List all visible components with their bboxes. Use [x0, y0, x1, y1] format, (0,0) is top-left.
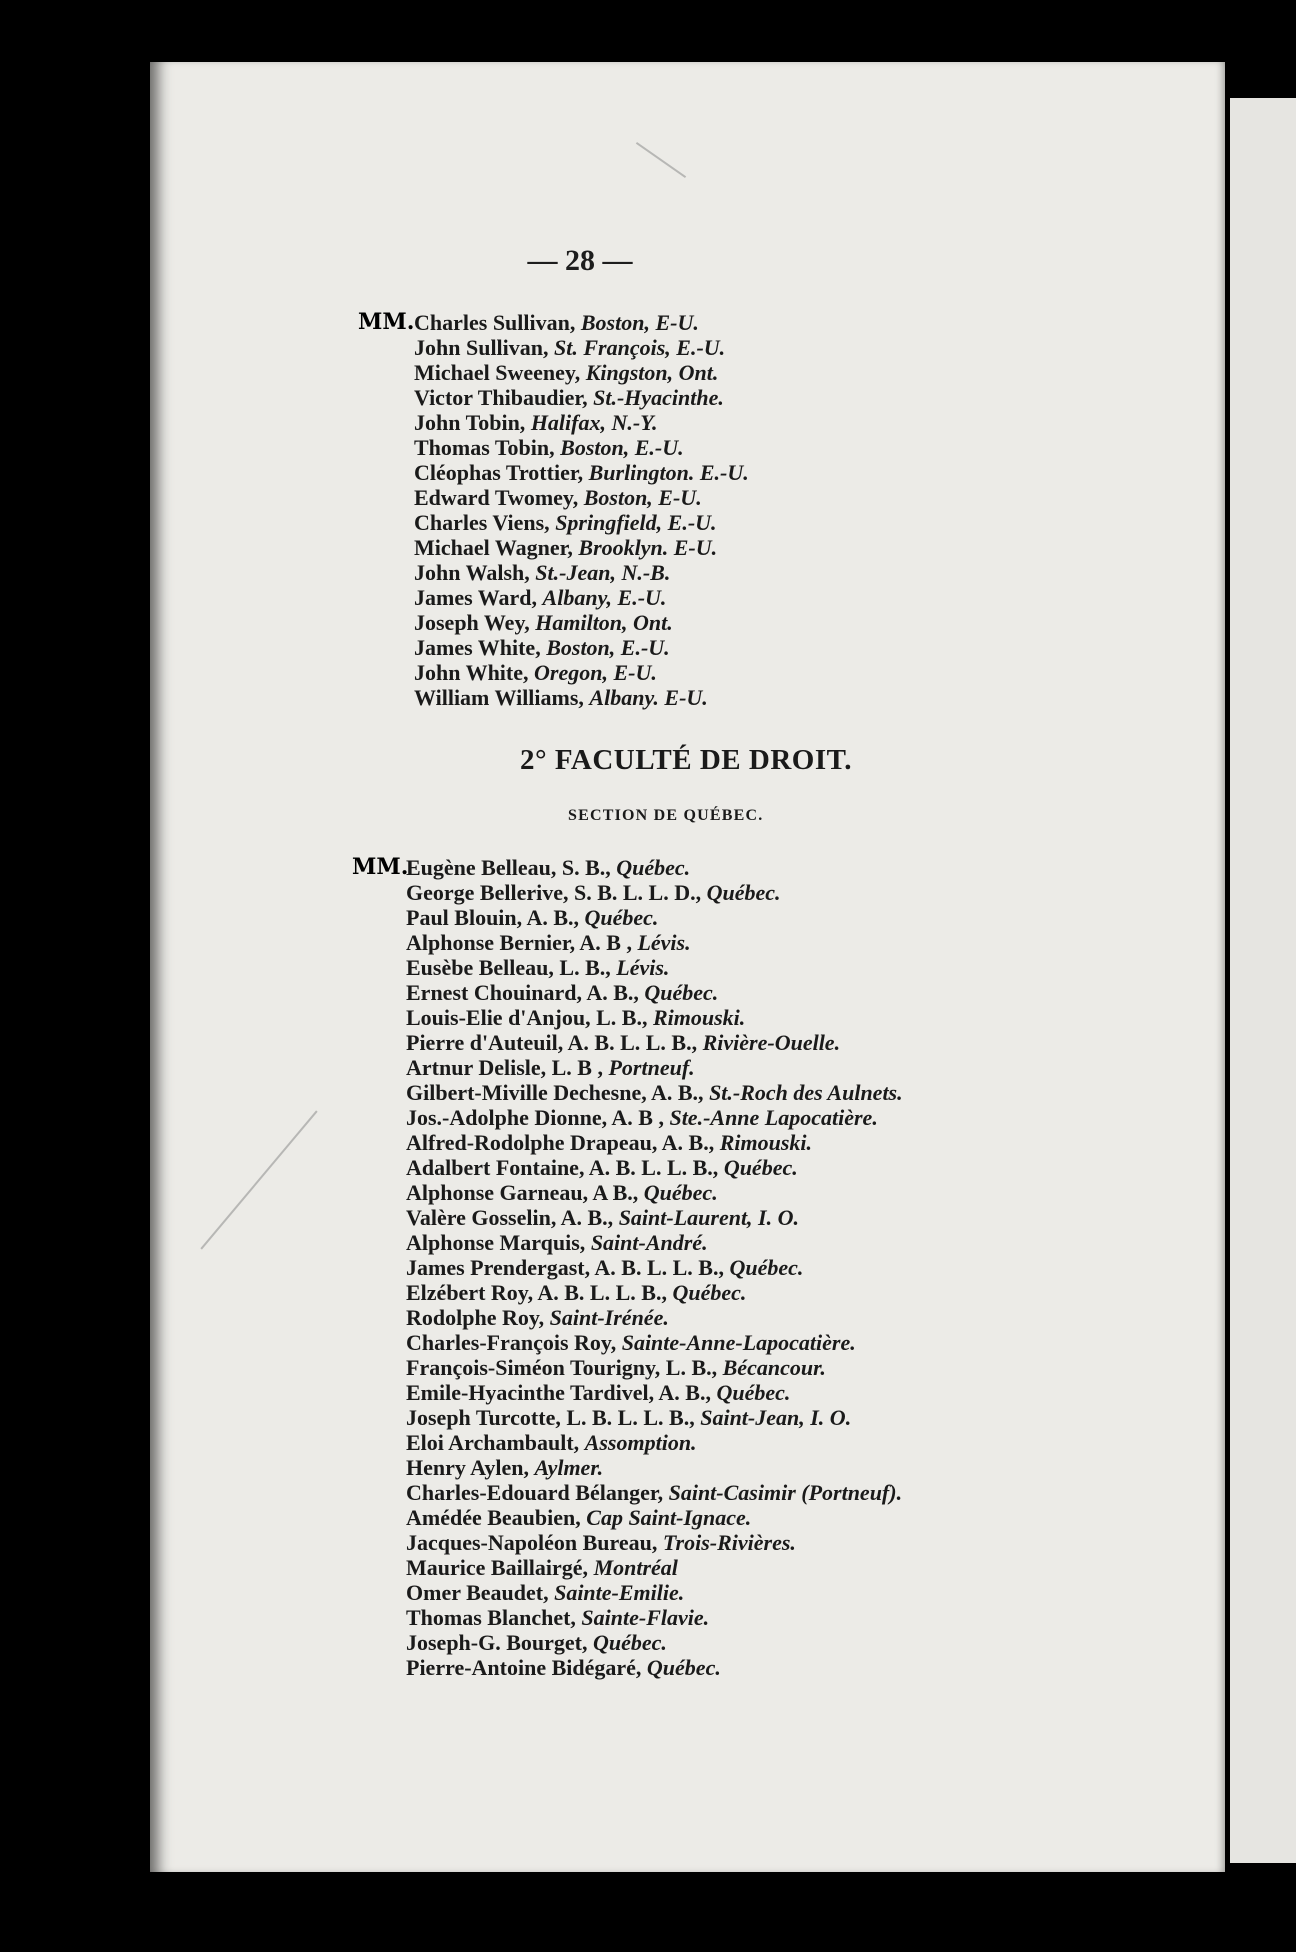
- list2-prefix: MM.: [352, 854, 409, 880]
- list-entry: [414, 310, 749, 335]
- list-entry: [414, 485, 749, 510]
- entry-place: Sainte-Emilie.: [554, 1580, 685, 1605]
- entry-place: Sainte-Anne-Lapocatière.: [621, 1330, 856, 1355]
- entry-place: Québec.: [616, 855, 691, 880]
- entry-place: St. François, E.-U.: [554, 335, 726, 360]
- list-entry: [406, 1230, 903, 1255]
- entry-name: Cléophas Trottier,: [414, 460, 584, 485]
- list-entry: [406, 1205, 903, 1230]
- list-entry: [414, 535, 749, 560]
- entry-place: Saint-Jean, I. O.: [700, 1405, 852, 1430]
- entry-place: Saint-Casimir (Portneuf).: [668, 1480, 903, 1505]
- entry-name: Rodolphe Roy,: [406, 1305, 545, 1330]
- list-entry: [414, 510, 749, 535]
- list-entry: [406, 905, 903, 930]
- list1: [414, 310, 749, 710]
- entry-name: Joseph-G. Bourget,: [406, 1630, 588, 1655]
- list-entry: [406, 1005, 903, 1030]
- entry-name: Michael Sweeney,: [414, 360, 581, 385]
- entry-place: Québec.: [706, 880, 781, 905]
- list-entry: [406, 955, 903, 980]
- entry-name: John Tobin,: [414, 410, 526, 435]
- section-heading: 2° FACULTÉ DE DROIT.: [520, 744, 853, 776]
- entry-place: Québec.: [646, 1655, 721, 1680]
- list-entry: [406, 1430, 903, 1455]
- entry-place: Saint-Irénée.: [549, 1305, 669, 1330]
- entry-place: Trois-Rivières.: [662, 1530, 796, 1555]
- entry-name: Edward Twomey,: [414, 485, 579, 510]
- entry-place: Lévis.: [637, 930, 691, 955]
- entry-name: James Prendergast, A. B. L. L. B.,: [406, 1255, 724, 1280]
- entry-name: Alphonse Bernier, A. B ,: [406, 930, 632, 955]
- entry-name: John Walsh,: [414, 560, 530, 585]
- entry-place: Rimouski.: [719, 1130, 813, 1155]
- entry-name: John White,: [414, 660, 529, 685]
- entry-place: Hamilton, Ont.: [535, 610, 673, 635]
- entry-place: Sainte-Flavie.: [581, 1605, 710, 1630]
- entry-place: St.-Jean, N.-B.: [535, 560, 671, 585]
- entry-place: Boston, E.-U.: [546, 635, 670, 660]
- list-entry: [414, 410, 749, 435]
- entry-place: Saint-Laurent, I. O.: [618, 1205, 800, 1230]
- list-entry: [414, 660, 749, 685]
- list-entry: [414, 335, 749, 360]
- list-entry: [406, 1480, 903, 1505]
- entry-name: François-Siméon Tourigny, L. B.,: [406, 1355, 718, 1380]
- entry-name: Emile-Hyacinthe Tardivel, A. B.,: [406, 1380, 711, 1405]
- list-entry: [406, 1030, 903, 1055]
- entry-name: Charles-Edouard Bélanger,: [406, 1480, 664, 1505]
- entry-place: Québec.: [723, 1155, 798, 1180]
- entry-place: Albany. E-U.: [589, 685, 708, 710]
- page-number: — 28 —: [527, 244, 633, 277]
- entry-name: William Williams,: [414, 685, 584, 710]
- list-entry: [414, 610, 749, 635]
- entry-place: Boston, E-U.: [580, 310, 699, 335]
- list2: [406, 855, 903, 1680]
- entry-name: Charles Sullivan,: [414, 310, 576, 335]
- list-entry: [414, 435, 749, 460]
- list-entry: [414, 685, 749, 710]
- entry-name: Eusèbe Belleau, L. B.,: [406, 955, 611, 980]
- entry-place: Halifax, N.-Y.: [530, 410, 658, 435]
- list-entry: [406, 855, 903, 880]
- entry-place: Kingston, Ont.: [585, 360, 719, 385]
- entry-place: Rimouski.: [652, 1005, 746, 1030]
- list-entry: [406, 1630, 903, 1655]
- list-entry: [406, 1380, 903, 1405]
- entry-name: Elzébert Roy, A. B. L. L. B.,: [406, 1280, 667, 1305]
- entry-name: Charles Viens,: [414, 510, 550, 535]
- entry-place: Saint-André.: [590, 1230, 708, 1255]
- list-entry: [406, 1505, 903, 1530]
- list-entry: [406, 1655, 903, 1680]
- entry-name: Alphonse Garneau, A B.,: [406, 1180, 639, 1205]
- list-entry: [406, 930, 903, 955]
- entry-place: Québec.: [593, 1630, 667, 1655]
- entry-place: Québec.: [729, 1255, 804, 1280]
- entry-name: Amédée Beaubien,: [406, 1505, 581, 1530]
- list-entry: [414, 560, 749, 585]
- entry-name: Gilbert-Miville Dechesne, A. B.,: [406, 1080, 704, 1105]
- entry-name: Joseph Turcotte, L. B. L. L. B.,: [406, 1405, 695, 1430]
- adjacent-page-edge: [1230, 98, 1296, 1863]
- list-entry: [414, 360, 749, 385]
- entry-place: Cap Saint-Ignace.: [586, 1505, 752, 1530]
- entry-place: Ste.-Anne Lapocatière.: [669, 1105, 878, 1130]
- entry-name: Omer Beaudet,: [406, 1580, 549, 1605]
- list-entry: [406, 1355, 903, 1380]
- entry-name: Alfred-Rodolphe Drapeau, A. B.,: [406, 1130, 715, 1155]
- list-entry: [406, 1255, 903, 1280]
- list-entry: [406, 1455, 903, 1480]
- entry-name: Alphonse Marquis,: [406, 1230, 586, 1255]
- list1-prefix: MM.: [358, 309, 415, 335]
- entry-place: Lévis.: [616, 955, 670, 980]
- entry-name: Valère Gosselin, A. B.,: [406, 1205, 614, 1230]
- entry-name: Henry Aylen,: [406, 1455, 530, 1480]
- list-entry: [406, 1280, 903, 1305]
- list-entry: [406, 1155, 903, 1180]
- entry-place: Bécancour.: [722, 1355, 826, 1380]
- entry-name: Joseph Wey,: [414, 610, 530, 635]
- entry-place: Rivière-Ouelle.: [702, 1030, 841, 1055]
- entry-name: Thomas Blanchet,: [406, 1605, 576, 1630]
- entry-place: Boston, E-U.: [583, 485, 702, 510]
- entry-place: Portneuf.: [608, 1055, 695, 1080]
- entry-name: Eloi Archambault,: [406, 1430, 580, 1455]
- list-entry: [406, 1530, 903, 1555]
- subsection-heading: SECTION DE QUÉBEC.: [568, 807, 764, 824]
- entry-name: John Sullivan,: [414, 335, 549, 360]
- entry-name: Adalbert Fontaine, A. B. L. L. B.,: [406, 1155, 719, 1180]
- list-entry: [406, 980, 903, 1005]
- entry-name: Jos.-Adolphe Dionne, A. B ,: [406, 1105, 664, 1130]
- entry-name: Maurice Baillairgé,: [406, 1555, 589, 1580]
- list-entry: [406, 1055, 903, 1080]
- entry-place: Albany, E.-U.: [542, 585, 667, 610]
- entry-place: Aylmer.: [534, 1455, 604, 1480]
- list-entry: [406, 1130, 903, 1155]
- entry-place: Québec.: [584, 905, 659, 930]
- list-entry: [406, 880, 903, 905]
- entry-place: Boston, E.-U.: [560, 435, 684, 460]
- entry-name: Louis-Elie d'Anjou, L. B.,: [406, 1005, 648, 1030]
- list-entry: [414, 585, 749, 610]
- entry-place: Québec.: [716, 1380, 791, 1405]
- list-entry: [414, 385, 749, 410]
- entry-place: Springfield, E.-U.: [555, 510, 717, 535]
- entry-place: Québec.: [644, 980, 719, 1005]
- entry-place: Assomption.: [584, 1430, 697, 1455]
- entry-name: Paul Blouin, A. B.,: [406, 905, 580, 930]
- list-entry: [406, 1330, 903, 1355]
- entry-name: George Bellerive, S. B. L. L. D.,: [406, 880, 702, 905]
- entry-name: Pierre d'Auteuil, A. B. L. L. B.,: [406, 1030, 698, 1055]
- entry-name: Thomas Tobin,: [414, 435, 555, 460]
- list-entry: [406, 1605, 903, 1630]
- entry-name: James White,: [414, 635, 541, 660]
- list-entry: [406, 1405, 903, 1430]
- list-entry: [406, 1580, 903, 1605]
- list-entry: [406, 1305, 903, 1330]
- entry-name: Victor Thibaudier,: [414, 385, 588, 410]
- entry-name: Charles-François Roy,: [406, 1330, 617, 1355]
- list-entry: [406, 1105, 903, 1130]
- entry-name: Ernest Chouinard, A. B.,: [406, 980, 639, 1005]
- entry-place: Québec.: [672, 1280, 747, 1305]
- list-entry: [406, 1180, 903, 1205]
- entry-place: Burlington. E.-U.: [588, 460, 749, 485]
- list-entry: [414, 635, 749, 660]
- list-entry: [406, 1080, 903, 1105]
- entry-name: Eugène Belleau, S. B.,: [406, 855, 611, 880]
- entry-place: Brooklyn. E-U.: [578, 535, 718, 560]
- entry-place: Québec.: [643, 1180, 718, 1205]
- entry-name: Artnur Delisle, L. B ,: [406, 1055, 603, 1080]
- entry-name: Jacques-Napoléon Bureau,: [406, 1530, 658, 1555]
- entry-name: Pierre-Antoine Bidégaré,: [406, 1655, 642, 1680]
- entry-place: St.-Roch des Aulnets.: [709, 1080, 903, 1105]
- list-entry: [414, 460, 749, 485]
- entry-name: Michael Wagner,: [414, 535, 573, 560]
- entry-name: James Ward,: [414, 585, 538, 610]
- entry-place: St.-Hyacinthe.: [593, 385, 724, 410]
- entry-place: Oregon, E-U.: [534, 660, 657, 685]
- entry-place: Montréal: [593, 1555, 678, 1580]
- list-entry: [406, 1555, 903, 1580]
